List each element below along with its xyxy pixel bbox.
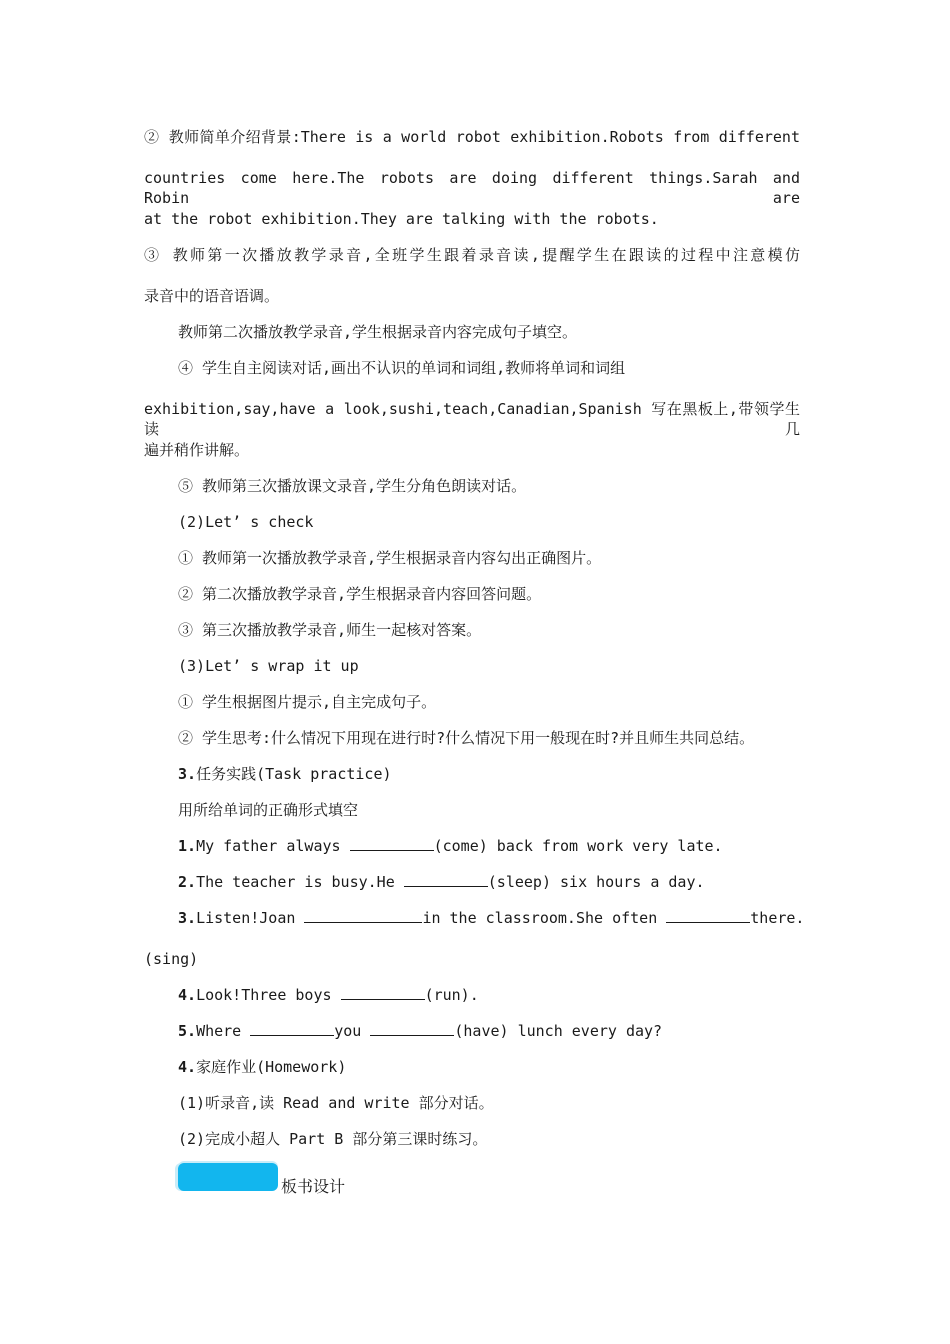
- section-number: 3.: [178, 765, 197, 783]
- item-text: there.: [750, 909, 805, 927]
- text-line: ② 教师简单介绍背景:There is a world robot exhibition.Robots from different: [144, 128, 800, 146]
- text-line: ③ 教师第一次播放教学录音,全班学生跟着录音读,提醒学生在跟读的过程中注意模仿: [144, 246, 800, 264]
- item-number: 1.: [178, 837, 197, 855]
- item-text: Look!Three boys: [196, 986, 341, 1004]
- exercise-item: [178, 1021, 662, 1041]
- text-line: ③ 第三次播放教学录音,师生一起核对答案。: [178, 621, 482, 639]
- text-line: ② 第二次播放教学录音,学生根据录音内容回答问题。: [178, 585, 542, 603]
- homework-item: (2)完成小超人 Part B 部分第三课时练习。: [178, 1130, 488, 1148]
- item-number: 5.: [178, 1022, 197, 1040]
- exercise-instruction: 用所给单词的正确形式填空: [178, 801, 359, 819]
- item-text: (have) lunch every day?: [454, 1022, 663, 1040]
- exercise-item: [178, 872, 705, 892]
- text-line: ① 学生根据图片提示,自主完成句子。: [178, 693, 437, 711]
- text-line: ④ 学生自主阅读对话,画出不认识的单词和词组,教师将单词和词组: [178, 359, 626, 377]
- text-line: 教师第二次播放教学录音,学生根据录音内容完成句子填空。: [178, 323, 578, 341]
- answer-blank: [341, 985, 425, 1000]
- section-heading: (3)Let’ s wrap it up: [178, 657, 359, 675]
- item-text: (run).: [424, 986, 479, 1004]
- item-text: My father always: [196, 837, 350, 855]
- text-line: 录音中的语音语调。: [144, 287, 280, 305]
- text-line: exhibition,say,have a look,sushi,teach,Canadian,Spanish 写在黑板上,带领学生读几: [144, 400, 800, 438]
- board-design-heading: 板书设计: [281, 1177, 346, 1196]
- exercise-item: [178, 908, 804, 928]
- exercise-item: [178, 836, 723, 856]
- item-text: Listen!Joan: [196, 909, 305, 927]
- text-line: countries come here.The robots are doing different things.Sarah and Robin are: [144, 169, 800, 207]
- exercise-item: [178, 985, 479, 1005]
- text-line: 遍并稍作讲解。: [144, 441, 250, 459]
- section-badge: [178, 1163, 278, 1191]
- text-line: at the robot exhibition.They are talking with the robots.: [144, 210, 659, 228]
- answer-blank: [304, 908, 422, 923]
- item-text: Where: [196, 1022, 251, 1040]
- answer-blank: [350, 836, 434, 851]
- answer-blank: [370, 1021, 454, 1036]
- section-title: 家庭作业(Homework): [196, 1058, 347, 1076]
- homework-heading: [178, 1057, 346, 1077]
- section-heading: [178, 764, 392, 784]
- text-line: ⑤ 教师第三次播放课文录音,学生分角色朗读对话。: [178, 477, 527, 495]
- text-line: ② 学生思考:什么情况下用现在进行时?什么情况下用一般现在时?并且师生共同总结。: [178, 729, 755, 747]
- homework-item: (1)听录音,读 Read and write 部分对话。: [178, 1094, 494, 1112]
- answer-blank: [666, 908, 750, 923]
- section-heading: (2)Let’ s check: [178, 513, 314, 531]
- text-line: ① 教师第一次播放教学录音,学生根据录音内容勾出正确图片。: [178, 549, 602, 567]
- item-text: you: [334, 1022, 371, 1040]
- item-number: 4.: [178, 986, 197, 1004]
- answer-blank: [404, 872, 488, 887]
- item-number: 3.: [178, 909, 197, 927]
- item-text: in the classroom.She often: [422, 909, 667, 927]
- item-text: The teacher is busy.He: [196, 873, 404, 891]
- section-title: 任务实践(Task practice): [196, 765, 392, 783]
- section-number: 4.: [178, 1058, 197, 1076]
- item-text: (come) back from work very late.: [433, 837, 723, 855]
- item-text: (sleep) six hours a day.: [487, 873, 705, 891]
- answer-blank: [250, 1021, 334, 1036]
- exercise-hint: (sing): [144, 950, 199, 968]
- item-number: 2.: [178, 873, 197, 891]
